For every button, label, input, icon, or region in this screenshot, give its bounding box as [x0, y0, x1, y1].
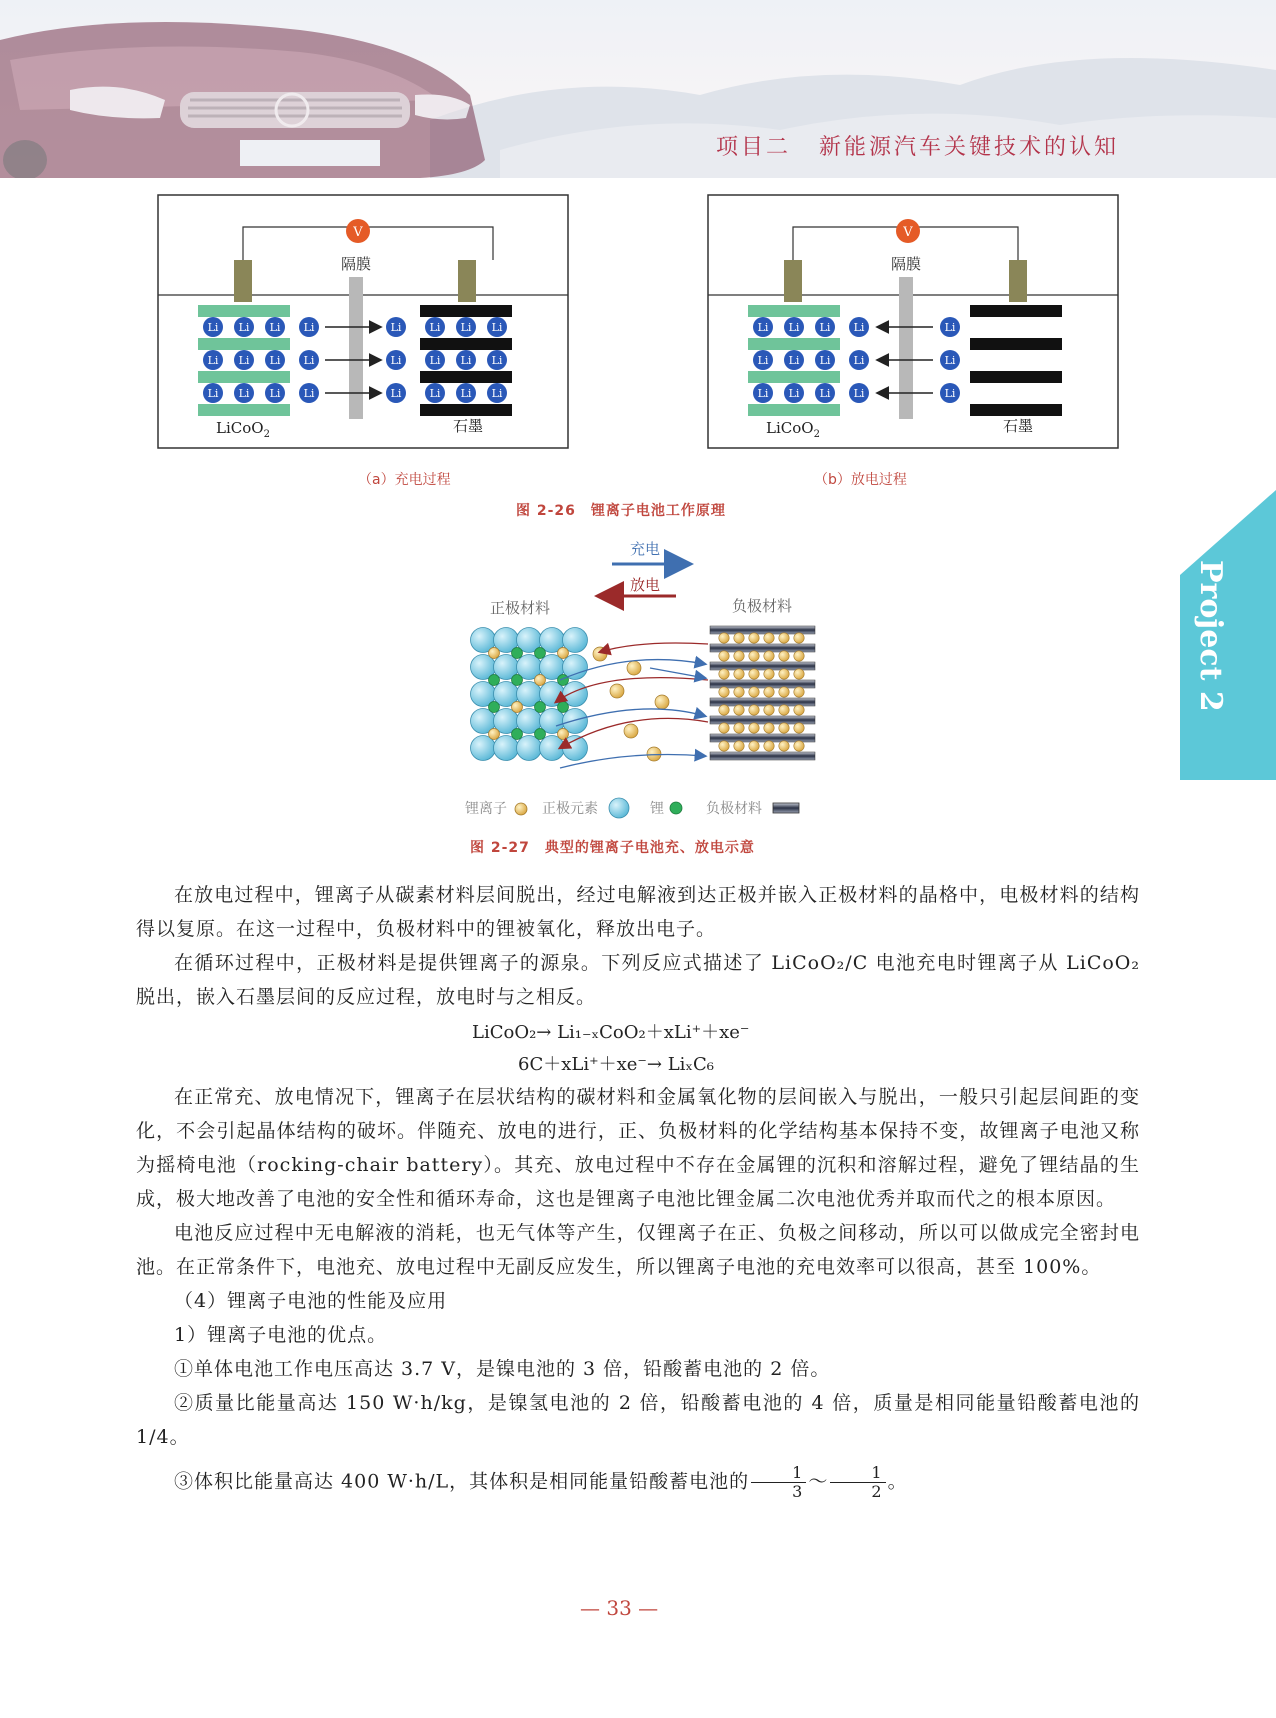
- page-number: — 33 —: [580, 1596, 659, 1620]
- svg-text:Li: Li: [757, 354, 769, 367]
- lithium-ion-icon: [299, 383, 319, 403]
- lithium-ion-icon: [849, 350, 869, 370]
- cathode-label: LiCoO$_2$: [766, 419, 820, 440]
- lithium-ion-icon: [487, 317, 507, 337]
- lithium-ion-icon: [784, 383, 804, 403]
- anode-tab: [458, 260, 476, 302]
- lithium-ion-atom: [749, 687, 759, 697]
- lithium-ion-atom: [794, 633, 804, 643]
- lithium-ion-atom: [719, 705, 729, 715]
- lithium-atom: [535, 702, 546, 713]
- body-block-1: [136, 878, 1140, 1014]
- svg-text:Li: Li: [238, 354, 250, 367]
- svg-text:Li: Li: [238, 387, 250, 400]
- cathode-tab: [784, 260, 802, 302]
- lithium-ion-icon: [784, 350, 804, 370]
- lithium-ion-atom: [558, 729, 569, 740]
- svg-text:Li: Li: [390, 354, 402, 367]
- lithium-ion-icon: [425, 383, 445, 403]
- lithium-ion-icon: [299, 350, 319, 370]
- lithium-ion-atom: [719, 633, 729, 643]
- svg-text:Li: Li: [757, 387, 769, 400]
- lithium-ion-atom: [779, 723, 789, 733]
- svg-text:Li: Li: [390, 387, 402, 400]
- discharge-label: 放电: [629, 576, 661, 594]
- lithium-ion-atom: [764, 687, 774, 697]
- lithium-ion-icon: [203, 317, 223, 337]
- lithium-ion-atom: [779, 741, 789, 751]
- migrating-lithium-ion: [610, 684, 624, 698]
- paragraph: 在循环过程中，正极材料是提供锂离子的源泉。下列反应式描述了 LiCoO₂/C 电池充电时锂离子从 LiCoO₂ 脱出，嵌入石墨层间的反应过程，放电时与之相反。: [136, 952, 1140, 1008]
- negative-layers: [710, 626, 815, 760]
- body-block-2: [136, 1080, 1140, 1501]
- list-item: ③体积比能量高达 400 W·h/L，其体积是相同能量铅酸蓄电池的 $\frac{1}{3}$ ～ $\frac{1}{2}$ 。: [174, 1463, 908, 1501]
- lithium-ion-atom: [749, 723, 759, 733]
- lithium-ion-icon: [456, 383, 476, 403]
- lithium-ion-atom: [779, 705, 789, 715]
- lithium-ion-icon: [265, 383, 285, 403]
- lithium-atom: [512, 729, 523, 740]
- lithium-ion-icon: [940, 317, 960, 337]
- lithium-ion-atom: [749, 741, 759, 751]
- lithium-ion-atom: [734, 669, 744, 679]
- lithium-ion-atom: [764, 633, 774, 643]
- svg-text:Li: Li: [853, 321, 865, 334]
- lithium-ion-icon: [203, 350, 223, 370]
- voltmeter-label: V: [353, 225, 363, 240]
- svg-text:Li: Li: [491, 387, 503, 400]
- svg-text:Li: Li: [269, 354, 281, 367]
- svg-text:Li: Li: [819, 321, 831, 334]
- lithium-atom: [558, 675, 569, 686]
- lithium-ion-atom: [779, 669, 789, 679]
- svg-text:Li: Li: [491, 321, 503, 334]
- lithium-ion-atom: [489, 648, 500, 659]
- svg-text:Li: Li: [491, 354, 503, 367]
- svg-text:Li: Li: [460, 387, 472, 400]
- lithium-ion-atom: [749, 633, 759, 643]
- lithium-atom: [512, 675, 523, 686]
- svg-text:Li: Li: [757, 321, 769, 334]
- lithium-ion-atom: [779, 633, 789, 643]
- lithium-atom: [535, 648, 546, 659]
- svg-text:Li: Li: [429, 387, 441, 400]
- lithium-ion-icon: [487, 383, 507, 403]
- lithium-ion-icon: [234, 350, 254, 370]
- lithium-ion-atom: [535, 675, 546, 686]
- migrating-lithium-ion: [655, 695, 669, 709]
- svg-text:Li: Li: [269, 321, 281, 334]
- lithium-ion-icon: [265, 317, 285, 337]
- svg-text:Li: Li: [207, 387, 219, 400]
- lithium-ion-atom: [764, 669, 774, 679]
- panel-b-caption: （b）放电过程: [814, 472, 907, 488]
- negative-layer: [710, 752, 815, 760]
- paragraph: 在正常充、放电情况下，锂离子在层状结构的碳材料和金属氧化物的层间嵌入与脱出，一般只引起层间距的变化，不会引起晶体结构的破坏。伴随充、放电的进行，正、负极材料的化学结构基本保持不变，故锂离子电池又称为摇椅电池（rocking-chair battery）。其充、放电过程中不存在金属锂的沉积和溶解过程，避免了锂结晶的生成，极大地改善了电池的安全性和循环寿命，这也是锂离子电池比锂金属二次电池优秀并取而代之的根本原因。: [136, 1086, 1140, 1210]
- cathode-tab: [234, 260, 252, 302]
- anode-tab: [1009, 260, 1027, 302]
- svg-text:Li: Li: [944, 321, 956, 334]
- lithium-ion-icon: [815, 383, 835, 403]
- paragraph: 电池反应过程中无电解液的消耗，也无气体等产生，仅锂离子在正、负极之间移动，所以可以做成完全密封电池。在正常条件下，电池充、放电过程中无副反应发生，所以锂离子电池的充电效率可以很高，甚至 100%。: [136, 1222, 1140, 1278]
- separator: [899, 277, 913, 419]
- lithium-ion-atom: [764, 741, 774, 751]
- lithium-ion-atom: [719, 723, 729, 733]
- chapter-title: 新能源汽车关键技术的认知: [819, 135, 1120, 160]
- lithium-ion-icon: [815, 350, 835, 370]
- svg-text:Li: Li: [460, 321, 472, 334]
- legend-lithium-ion-swatch: [515, 803, 527, 815]
- legend-positive-element: 正极元素: [542, 801, 598, 817]
- svg-text:Li: Li: [269, 387, 281, 400]
- figure-2-26-caption: 图 2-26 锂离子电池工作原理: [516, 503, 726, 519]
- lithium-ion-atom: [558, 648, 569, 659]
- legend-lithium-ion: 锂离子: [465, 801, 507, 817]
- lithium-ion-atom: [779, 651, 789, 661]
- anode-label: 石墨: [1003, 417, 1034, 435]
- list-item: ②质量比能量高达 150 W·h/kg，是镍氢电池的 2 倍，铅酸蓄电池的 4 倍，质量是相同能量铅酸蓄电池的 1/4。: [136, 1392, 1140, 1448]
- lithium-ion-atom: [719, 651, 729, 661]
- lithium-ion-atom: [794, 741, 804, 751]
- equation-2: 6C＋xLi⁺＋xe⁻→ LiₓC₆: [518, 1054, 715, 1075]
- equation-1: LiCoO₂→ Li₁₋ₓCoO₂＋xLi⁺＋xe⁻: [472, 1022, 750, 1043]
- anode-label: 石墨: [453, 417, 484, 435]
- separator-label: 隔膜: [340, 255, 372, 273]
- svg-text:Li: Li: [390, 321, 402, 334]
- lithium-ion-atom: [779, 687, 789, 697]
- lithium-atom: [535, 729, 546, 740]
- legend-lithium: 锂: [650, 801, 664, 817]
- lithium-ion-atom: [734, 705, 744, 715]
- lithium-atom: [512, 648, 523, 659]
- svg-text:Li: Li: [238, 321, 250, 334]
- svg-text:Li: Li: [303, 387, 315, 400]
- discharge-path: [600, 643, 708, 652]
- svg-text:Li: Li: [460, 354, 472, 367]
- lithium-ion-atom: [489, 729, 500, 740]
- lithium-ion-icon: [386, 317, 406, 337]
- lithium-ion-icon: [753, 350, 773, 370]
- lithium-atom: [489, 675, 500, 686]
- lithium-atom: [489, 702, 500, 713]
- lithium-ion-atom: [734, 723, 744, 733]
- svg-text:Li: Li: [207, 321, 219, 334]
- svg-text:Li: Li: [429, 321, 441, 334]
- svg-text:Li: Li: [944, 354, 956, 367]
- lithium-ion-icon: [234, 383, 254, 403]
- lithium-ion-icon: [456, 317, 476, 337]
- panel-b-discharging: [708, 195, 1118, 448]
- legend-lithium-swatch: [670, 802, 682, 814]
- lithium-ion-atom: [719, 669, 729, 679]
- lithium-ion-icon: [940, 383, 960, 403]
- lithium-ion-icon: [940, 350, 960, 370]
- positive-element-atom: [563, 736, 588, 761]
- panel-a-caption: （a）充电过程: [358, 472, 451, 488]
- svg-text:Li: Li: [944, 387, 956, 400]
- lithium-ion-icon: [265, 350, 285, 370]
- lithium-ion-icon: [425, 317, 445, 337]
- lithium-ion-atom: [512, 702, 523, 713]
- lithium-ion-icon: [234, 317, 254, 337]
- legend-negative-material: 负极材料: [706, 801, 762, 817]
- lithium-ion-atom: [734, 633, 744, 643]
- svg-text:Li: Li: [788, 321, 800, 334]
- lithium-ion-icon: [203, 383, 223, 403]
- lithium-ion-atom: [719, 741, 729, 751]
- cathode-label: LiCoO$_2$: [216, 419, 270, 440]
- migrating-lithium-ion: [593, 647, 607, 661]
- lithium-ion-icon: [299, 317, 319, 337]
- positive-material-label: 正极材料: [489, 599, 551, 617]
- svg-text:Li: Li: [853, 354, 865, 367]
- migrating-lithium-ion: [627, 661, 641, 675]
- lithium-ion-atom: [764, 723, 774, 733]
- separator: [349, 277, 363, 419]
- lithium-ion-atom: [794, 651, 804, 661]
- list-item: ①单体电池工作电压高达 3.7 V，是镍电池的 3 倍，铅酸蓄电池的 2 倍。: [174, 1358, 831, 1380]
- charge-label: 充电: [629, 540, 661, 558]
- legend-positive-element-swatch: [609, 798, 629, 818]
- svg-text:Li: Li: [303, 321, 315, 334]
- legend: [465, 798, 799, 818]
- svg-text:Li: Li: [207, 354, 219, 367]
- lithium-ion-atom: [749, 651, 759, 661]
- project-label: 项目二: [716, 135, 792, 160]
- lithium-ion-icon: [849, 383, 869, 403]
- figure-2-26: [0, 0, 1276, 500]
- lithium-ion-atom: [764, 705, 774, 715]
- panel-a-charging: [158, 195, 568, 448]
- lithium-ion-atom: [764, 651, 774, 661]
- subheading: 1）锂离子电池的优点。: [174, 1324, 388, 1346]
- svg-text:Li: Li: [819, 354, 831, 367]
- svg-text:Li: Li: [819, 387, 831, 400]
- lithium-ion-icon: [456, 350, 476, 370]
- paragraph: 在放电过程中，锂离子从碳素材料层间脱出，经过电解液到达正极并嵌入正极材料的晶格中，电极材料的结构得以复原。在这一过程中，负极材料中的锂被氧化，释放出电子。: [136, 884, 1140, 940]
- lithium-ion-icon: [815, 317, 835, 337]
- section-heading: （4）锂离子电池的性能及应用: [174, 1290, 448, 1312]
- lithium-ion-icon: [386, 383, 406, 403]
- legend-negative-material-swatch: [773, 803, 799, 813]
- lithium-ion-icon: [784, 317, 804, 337]
- lithium-ion-icon: [849, 317, 869, 337]
- lithium-ion-icon: [753, 317, 773, 337]
- svg-text:Li: Li: [788, 354, 800, 367]
- negative-material-label: 负极材料: [731, 597, 793, 615]
- lithium-ion-icon: [386, 350, 406, 370]
- fraction-one-half: $\frac{1}{2}$: [830, 1464, 885, 1501]
- lithium-ion-atom: [749, 705, 759, 715]
- svg-text:Li: Li: [853, 387, 865, 400]
- lithium-ion-atom: [794, 723, 804, 733]
- svg-text:Li: Li: [303, 354, 315, 367]
- figure-2-27: [0, 530, 1276, 850]
- lithium-ion-icon: [425, 350, 445, 370]
- svg-text:Li: Li: [429, 354, 441, 367]
- lithium-ion-icon: [487, 350, 507, 370]
- voltmeter-label: V: [903, 225, 913, 240]
- lithium-atom: [558, 702, 569, 713]
- lithium-ion-atom: [719, 687, 729, 697]
- lithium-ion-atom: [794, 705, 804, 715]
- migrating-lithium-ion: [624, 724, 638, 738]
- lithium-ion-icon: [753, 383, 773, 403]
- charge-path: [650, 668, 705, 678]
- lithium-ion-atom: [749, 669, 759, 679]
- lithium-ion-atom: [794, 669, 804, 679]
- figure-2-27-caption: 图 2-27 典型的锂离子电池充、放电示意: [470, 840, 755, 856]
- fraction-one-third: $\frac{1}{3}$: [751, 1464, 806, 1501]
- separator-label: 隔膜: [890, 255, 922, 273]
- lithium-ion-atom: [734, 651, 744, 661]
- svg-text:Li: Li: [788, 387, 800, 400]
- side-tab-label: Project 2: [1193, 560, 1228, 712]
- lithium-ion-atom: [734, 741, 744, 751]
- lithium-ion-atom: [794, 687, 804, 697]
- lithium-ion-atom: [734, 687, 744, 697]
